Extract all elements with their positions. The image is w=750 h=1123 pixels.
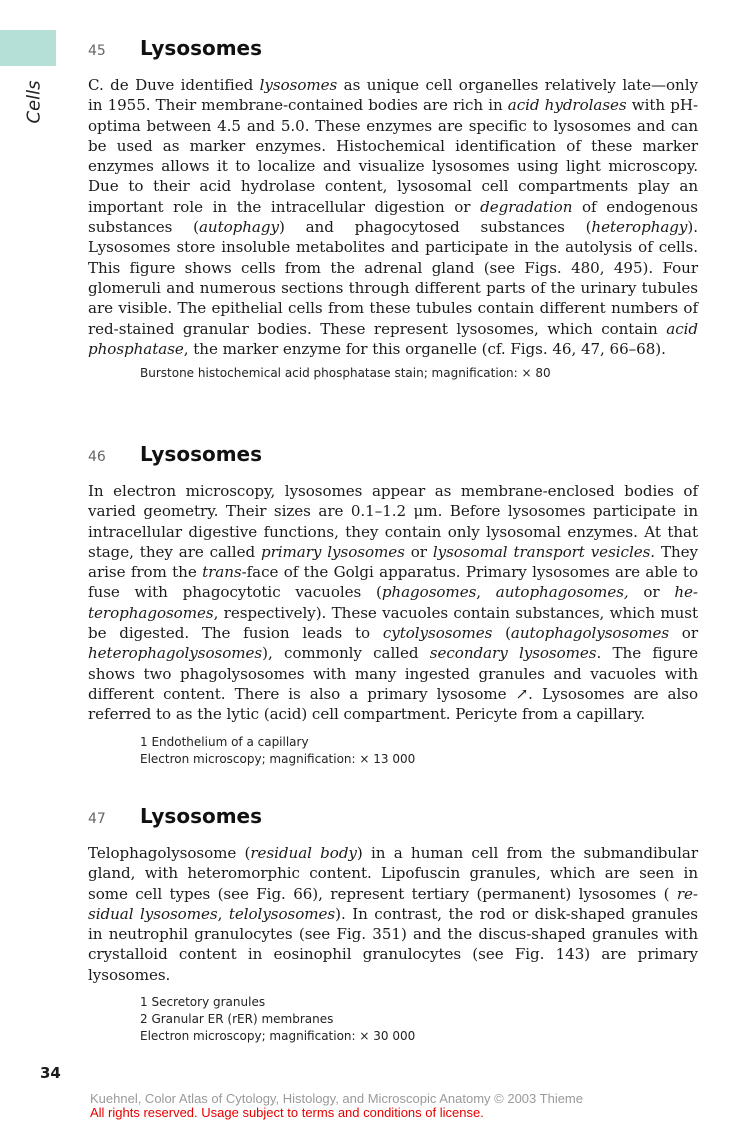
- caption-line: Electron microscopy; magnification: × 30 000: [140, 1029, 416, 1044]
- emphasis-term: degradation: [480, 197, 573, 216]
- emphasis-term: phagosomes: [381, 583, 477, 602]
- caption-line: 1 Secretory granules: [140, 995, 266, 1010]
- section-body: Telophagolysosome (residual body) in a human cell from the submandibular gland, with heteromorphic content. Lipofuscin granules, which are seen in some cell types (see Fig. 66), represent tertiary (permanent) lysosomes ( residual lysosomes, telolysosomes). In contrast, the rod or disk-shaped granules in neutrophil granulocytes (see Fig. 351) and the discus-shaped granules with crystalloid content in eosinophil granulocytes (see Fig. 143) are primary lysosomes.: [88, 844, 698, 984]
- section-color-tab: [0, 30, 56, 66]
- section-46: [88, 442, 698, 768]
- section-title: Lysosomes: [140, 36, 263, 60]
- section-heading: [88, 804, 698, 832]
- caption-line: 2 Granular ER (rER) membranes: [140, 1012, 334, 1027]
- emphasis-term: heterophagosomes: [88, 583, 698, 622]
- emphasis-term: trans: [202, 563, 242, 582]
- emphasis-term: telolysosomes: [228, 904, 336, 923]
- emphasis-term: autophagosomes,: [495, 583, 629, 602]
- emphasis-term: primary lysosomes: [260, 542, 405, 561]
- emphasis-term: acid hydrolases: [507, 96, 627, 115]
- emphasis-term: autophagy: [198, 218, 279, 237]
- emphasis-term: cytolysosomes: [382, 624, 493, 643]
- section-47: [88, 804, 698, 1045]
- emphasis-term: secondary lysosomes: [429, 644, 597, 663]
- section-45: [88, 36, 698, 382]
- caption-line: Electron microscopy; magnification: × 13 000: [140, 751, 416, 766]
- emphasis-term: residual lysosomes: [88, 884, 698, 923]
- emphasis-term: acid phosphatase: [88, 319, 698, 358]
- caption-line: 1 Endothelium of a capillary: [140, 734, 309, 749]
- emphasis-term: residual body: [250, 844, 357, 862]
- page-number: 34: [40, 1064, 61, 1082]
- footer-citation: Kuehnel, Color Atlas of Cytology, Histology, and Microscopic Anatomy © 2003 Thieme: [90, 1091, 583, 1106]
- section-number: 47: [88, 811, 106, 827]
- emphasis-term: autophagolysosomes: [510, 624, 670, 643]
- emphasis-term: lysosomes: [259, 76, 338, 94]
- emphasis-term: heterophagolysosomes: [88, 644, 263, 663]
- section-body: C. de Duve identified lysosomes as unique cell organelles relatively late—only in 1955. Their membrane-contained bodies are rich in acid hydrolases with pH-optima between 4.5 and 5.0. These enzymes are specific to lysosomes and can be used as marker enzymes. Histochemical identification of these marker enzymes allows it to localize and visualize lysosomes using light microscopy. Due to their acid hydrolase content, lysosomal cell compartments play an important role in the intracellular digestion or degradation of endogenous substances (autophagy) and phagocytosed substances (heterophagy). Lysosomes store insoluble metabolites and participate in the autolysis of cells. This figure shows cells from the adrenal gland (see Figs. 480, 495). Four glomeruli and numerous sections through different parts of the urinary tubules are visible. The epithelial cells from these tubules contain different numbers of red-stained granular bodies. These represent lysosomes, which contain acid phosphatase, the marker enzyme for this organelle (cf. Figs. 46, 47, 66–68).: [88, 76, 699, 358]
- figure-caption: [140, 994, 698, 1045]
- emphasis-term: heterophagy: [591, 218, 688, 237]
- emphasis-term: lysosomal transport vesicles: [432, 542, 651, 561]
- section-heading: [88, 442, 698, 470]
- figure-caption: [140, 734, 698, 768]
- figure-caption: [140, 365, 698, 382]
- chapter-side-label: Cells: [23, 80, 45, 124]
- section-title: Lysosomes: [140, 442, 263, 466]
- section-number: 46: [88, 449, 106, 465]
- section-heading: [88, 36, 698, 64]
- section-title: Lysosomes: [140, 804, 263, 828]
- footer-license: All rights reserved. Usage subject to terms and conditions of license.: [90, 1105, 484, 1120]
- caption-line: Burstone histochemical acid phosphatase stain; magnification: × 80: [140, 366, 551, 381]
- copyright-footer: [90, 1092, 583, 1120]
- section-body: In electron microscopy, lysosomes appear as membrane-enclosed bodies of varied geometry. Their sizes are 0.1–1.2 μm. Before lysosomes participate in intracellular digestive functions, they contain only lysosomal enzymes. At that stage, they are called primary lysosomes or lysosomal transport vesicles. They arise from the trans-face of the Golgi apparatus. Primary lysosomes are able to fuse with phagocytotic vacuoles (phagosomes, autophagosomes, or heterophagosomes, respectively). These vacuoles contain substances, which must be digested. The fusion leads to cytolysosomes (autophagolysosomes or heterophagolysosomes), commonly called secondary lysosomes. The figure shows two phagolysosomes with many ingested granules and vacuoles with different content. There is also a primary lysosome ↗. Lysosomes are also referred to as the lytic (acid) cell compartment. Pericyte from a capillary.: [88, 482, 699, 724]
- section-number: 45: [88, 43, 106, 59]
